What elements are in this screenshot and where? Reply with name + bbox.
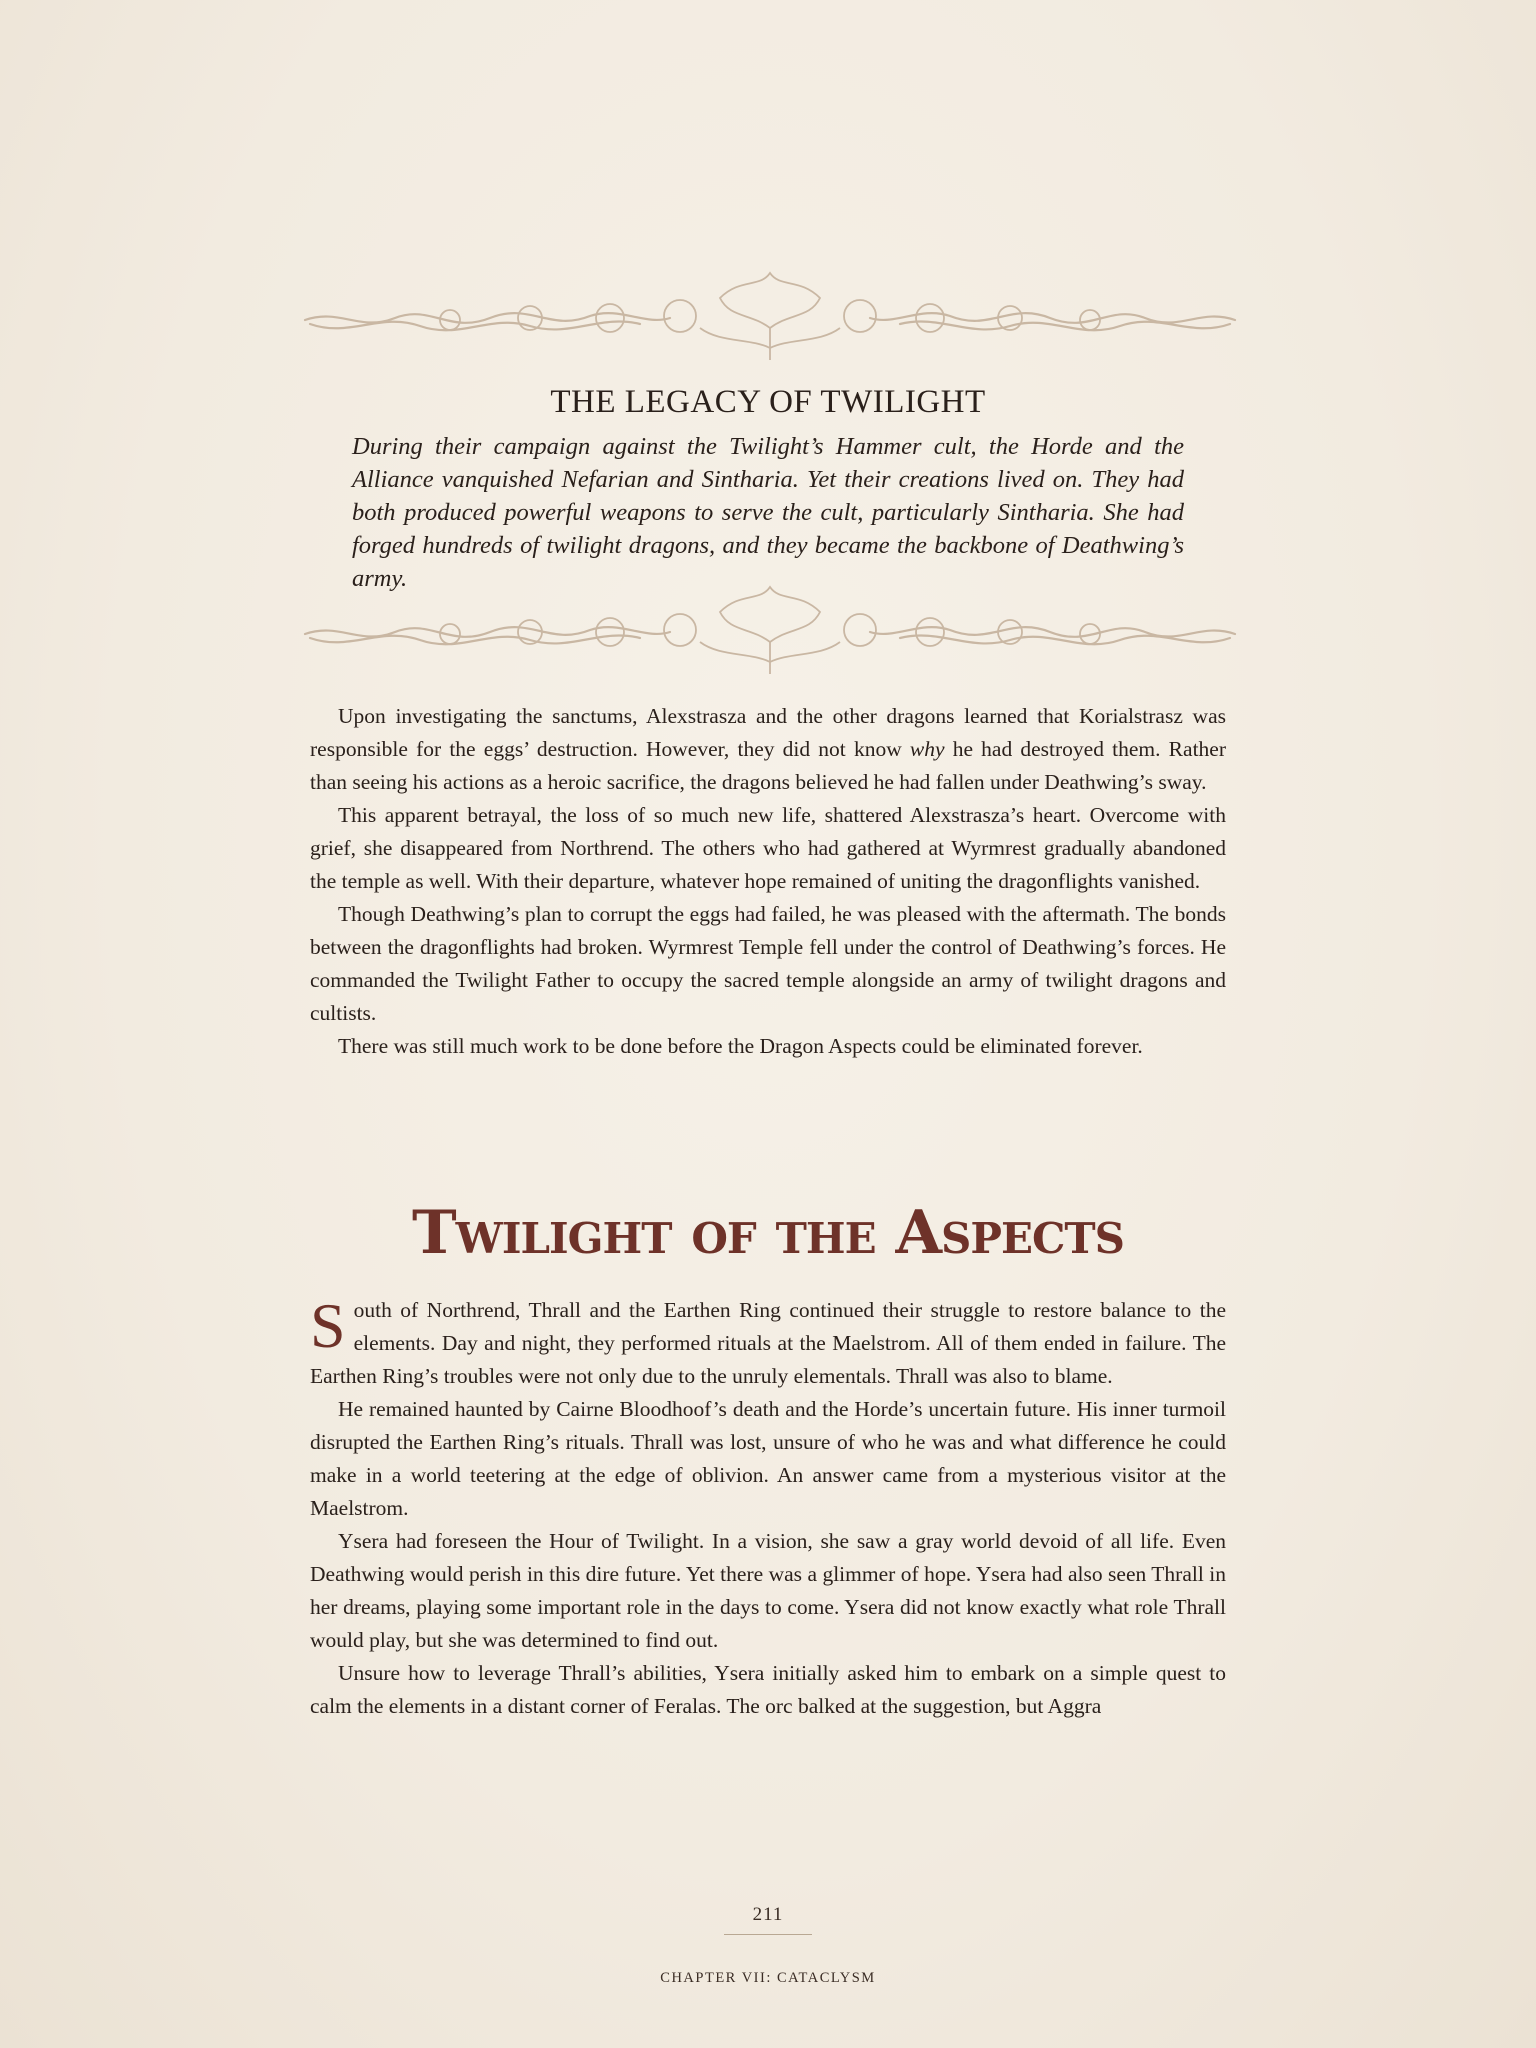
section-1-body xyxy=(310,700,1226,1063)
paragraph: Unsure how to leverage Thrall’s abilities, Ysera initially asked him to embark on a simple quest to calm the elements in a distant corner of Feralas. The orc balked at the suggestion, but Aggra xyxy=(310,1661,1226,1718)
emphasis-why: why xyxy=(909,737,945,761)
paragraph: He remained haunted by Cairne Bloodhoof’s death and the Horde’s uncertain future. His inner turmoil disrupted the Earthen Ring’s rituals. Thrall was lost, unsure of who he was and what difference he could make in a world teetering at the edge of oblivion. An answer came from a mysterious visitor at the Maelstrom. xyxy=(310,1397,1226,1520)
sidebar-text: During their campaign against the Twilight’s Hammer cult, the Horde and the Alliance vanquished Nefarian and Sintharia. Yet their creations lived on. They had both produced powerful weapons to serve the cult, particularly Sintharia. She had forged hundreds of twilight dragons, and they became the backbone of Deathwing’s army. xyxy=(352,433,1184,592)
paragraph: Ysera had foreseen the Hour of Twilight. In a vision, she saw a gray world devoid of all life. Even Deathwing would perish in this dire future. Yet there was a glimmer of hope. Ysera had also seen Thrall in her dreams, playing some important role in the days to come. Ysera did not know exactly what role Thrall would play, but she was determined to find out. xyxy=(310,1529,1226,1652)
chapter-heading: Twilight of the Aspects xyxy=(412,1198,1124,1268)
paragraph: South of Northrend, Thrall and the Earthen Ring continued their struggle to restore balance to the elements. Day and night, they performed rituals at the Maelstrom. All of them ended in failure. The Earthen Ring’s troubles were not only due to the unruly elementals. Thrall was also to blame. xyxy=(310,1290,1226,1388)
running-footer: CHAPTER VII: CATACLYSM xyxy=(660,1970,876,1986)
paragraph: This apparent betrayal, the loss of so much new life, shattered Alexstrasza’s heart. Overcome with grief, she disappeared from Northrend. The others who had gathered at Wyrmrest gradually abandoned the temple as well. With their departure, whatever hope remained of uniting the dragonflights vanished. xyxy=(310,803,1226,893)
paragraph: There was still much work to be done before the Dragon Aspects could be eliminated forever. xyxy=(338,1034,1143,1058)
folio-divider xyxy=(724,1934,812,1935)
top-flourish-ornament xyxy=(300,268,1240,368)
bottom-flourish-ornament xyxy=(300,582,1240,682)
paragraph: Upon investigating the sanctums, Alexstrasza and the other dragons learned that Korialstrasz was responsible for the eggs’ destruction. However, they did not know why he had destroyed them. Rather than seeing his actions as a heroic sacrifice, the dragons believed he had fallen under Deathwing’s sway. xyxy=(310,704,1226,794)
sidebar-title: THE LEGACY OF TWILIGHT xyxy=(550,384,986,420)
drop-cap: S xyxy=(310,1290,346,1361)
section-2-body xyxy=(310,1290,1226,1723)
page-number: 211 xyxy=(752,1904,784,1925)
paragraph: Though Deathwing’s plan to corrupt the eggs had failed, he was pleased with the aftermath. The bonds between the dragonflights had broken. Wyrmrest Temple fell under the control of Deathwing’s forces. He commanded the Twilight Father to occupy the sacred temple alongside an army of twilight dragons and cultists. xyxy=(310,902,1226,1025)
